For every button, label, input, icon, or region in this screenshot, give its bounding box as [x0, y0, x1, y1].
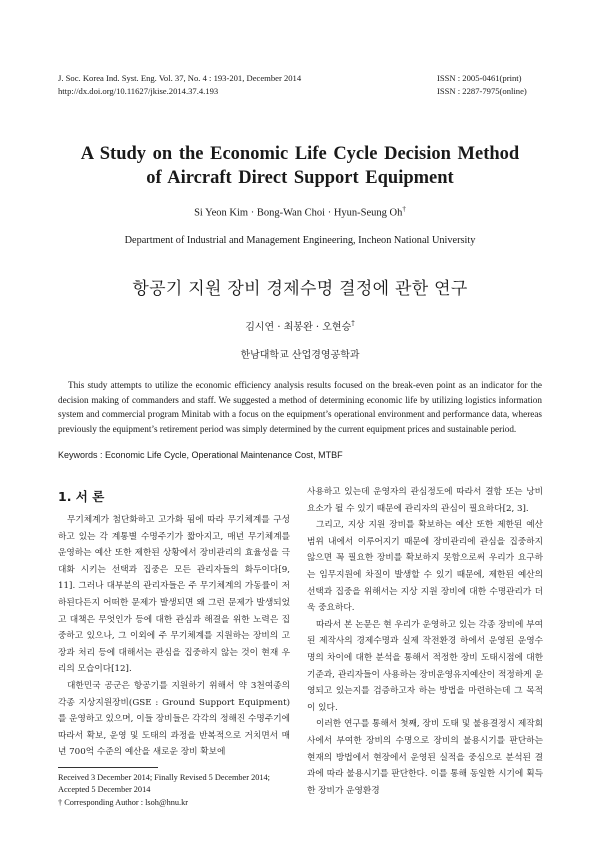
korean-affiliation: 한남대학교 산업경영공학과 — [240, 350, 360, 361]
english-title-line-1: A Study on the Economic Life Cycle Decision Method — [80, 144, 520, 164]
keywords-label: Keywords — [58, 450, 98, 460]
received-date: Received 3 December 2014; Finally Revised 5 December 2014; — [58, 773, 270, 782]
issn-block — [437, 72, 527, 98]
body-column-right — [307, 484, 543, 799]
body-column-left — [58, 512, 290, 761]
korean-corresponding-mark: † — [351, 319, 355, 328]
english-title — [0, 143, 600, 190]
paragraph: 무기체계가 첨단화하고 고가화 됨에 따라 무기체계를 구성하고 있는 각 계통별 수명주기가 짧아지고, 매년 무기체계를 운영하는 예산 또한 제한된 상황에서 장비관리의 효율성을 극대화 시키는 선택과 집중은 모든 관리자들의 화두이다[9, 11]. 그러나 대부분의 관리자들은 주 무기체계의 가동률이 저하된다든지 어떠한 문제가 발생되면 왜 그런 문제가 발생되었고 대책은 무엇인가 등에 대한 관심과 해결을 위한 노력은 집중하고 있으나, 그 이외에 주 무기체계를 지원하는 장비의 고장과 처리 등에 대해서는 관심을 집중하지 않는 것이 현재 우리의 모습이다[12]. — [58, 515, 290, 675]
paragraph: 이러한 연구를 통해서 첫째, 장비 도태 및 불용결정시 제작회사에서 부여한 장비의 수명으로 장비의 불용시기를 판단하는 현재의 방법에서 현장에서 운영된 실적을 중심으로 분석된 결과에 따라 불용시기를 판단한다. 이를 통해 동일한 시기에 획득한 장비가 운영환경 — [307, 719, 543, 796]
accepted-date: Accepted 5 December 2014 — [58, 785, 151, 795]
corresponding-mark: † — [402, 205, 406, 213]
korean-title: 항공기 지원 장비 경제수명 결정에 관한 연구 — [132, 279, 468, 299]
korean-author-names: 김시연 · 최봉완 · 오현승 — [245, 322, 352, 333]
english-author-names: Si Yeon Kim · Bong-Wan Choi · Hyun-Seung Oh — [194, 207, 403, 219]
paragraph: 따라서 본 논문은 현 우리가 운영하고 있는 각종 장비에 부여된 제작사의 경제수명과 실제 작전환경 하에서 운영된 운영수명의 차이에 대한 분석을 통해서 적정한 장비 도태시점에 대한 기준과, 관리자들이 사용하는 장비운영유지예산이 적정하게 운영되고 있는지를 검증하고자 하는 방법을 마련하는데 그 목적이 있다. — [307, 619, 543, 713]
paragraph: 사용하고 있는데 운영자의 관심정도에 따라서 결함 또는 낭비요소가 될 수 있기 때문에 관리자의 관심이 필요하다[2, 3]. — [307, 487, 543, 514]
footnote-divider — [58, 767, 158, 768]
english-title-line-2: of Aircraft Direct Support Equipment — [146, 167, 454, 188]
korean-authors — [0, 318, 600, 333]
english-affiliation: Department of Industrial and Management Engineering, Incheon National University — [124, 235, 476, 246]
keywords — [58, 450, 542, 460]
journal-citation: J. Soc. Korea Ind. Syst. Eng. Vol. 37, No. 4 : 193-201, December 2014 — [58, 73, 302, 83]
section-heading: 1. 서 론 — [58, 489, 105, 504]
abstract: This study attempts to utilize the economic efficiency analysis results focused on the break-even point as an indicator for the decision making of commanders and staff. We suggested a method of determining economic life by utilizing logistics information system and commercial program Minitab with a focus on the equipment’s operational environment and performance data, whereas previously the equipment’s retirement period was simply determined by the current equipment prices and sustainable period. — [58, 380, 542, 434]
footnote — [58, 772, 298, 809]
keywords-text: : Economic Life Cycle, Operational Maintenance Cost, MTBF — [97, 450, 343, 460]
issn-print: ISSN : 2005-0461(print) — [437, 73, 522, 83]
doi-link[interactable]: http://dx.doi.org/10.11627/jkise.2014.37.4.193 — [58, 86, 219, 96]
journal-header — [58, 72, 301, 98]
paragraph: 그리고, 지상 지원 장비를 확보하는 예산 또한 제한된 예산 범위 내에서 이루어지기 때문에 장비관리에 관심을 집중하지 않으면 꼭 필요한 장비를 확보하지 못함으로써 우리가 요구하는 임무지원에 차질이 발생할 수 있기 때문에, 제한된 예산의 선택과 집중을 위해서는 지상 지원 장비에 대한 수명관리가 더욱 중요하다. — [307, 520, 543, 614]
english-authors — [0, 205, 600, 219]
paragraph: 대한민국 공군은 항공기를 지원하기 위해서 약 3천여종의 각종 지상지원장비(GSE : Ground Support Equipment)를 운영하고 있으며, 이들 장비들은 각각의 정해진 수명주기에 따라서 확보, 운영 및 도태의 과정을 반복적으로 거치면서 매년 700억 수준의 예산을 새로운 장비 확보에 — [58, 680, 290, 758]
corresponding-author: † Corresponding Author : lsoh@hnu.kr — [58, 797, 189, 807]
issn-online: ISSN : 2287-7975(online) — [437, 86, 527, 96]
